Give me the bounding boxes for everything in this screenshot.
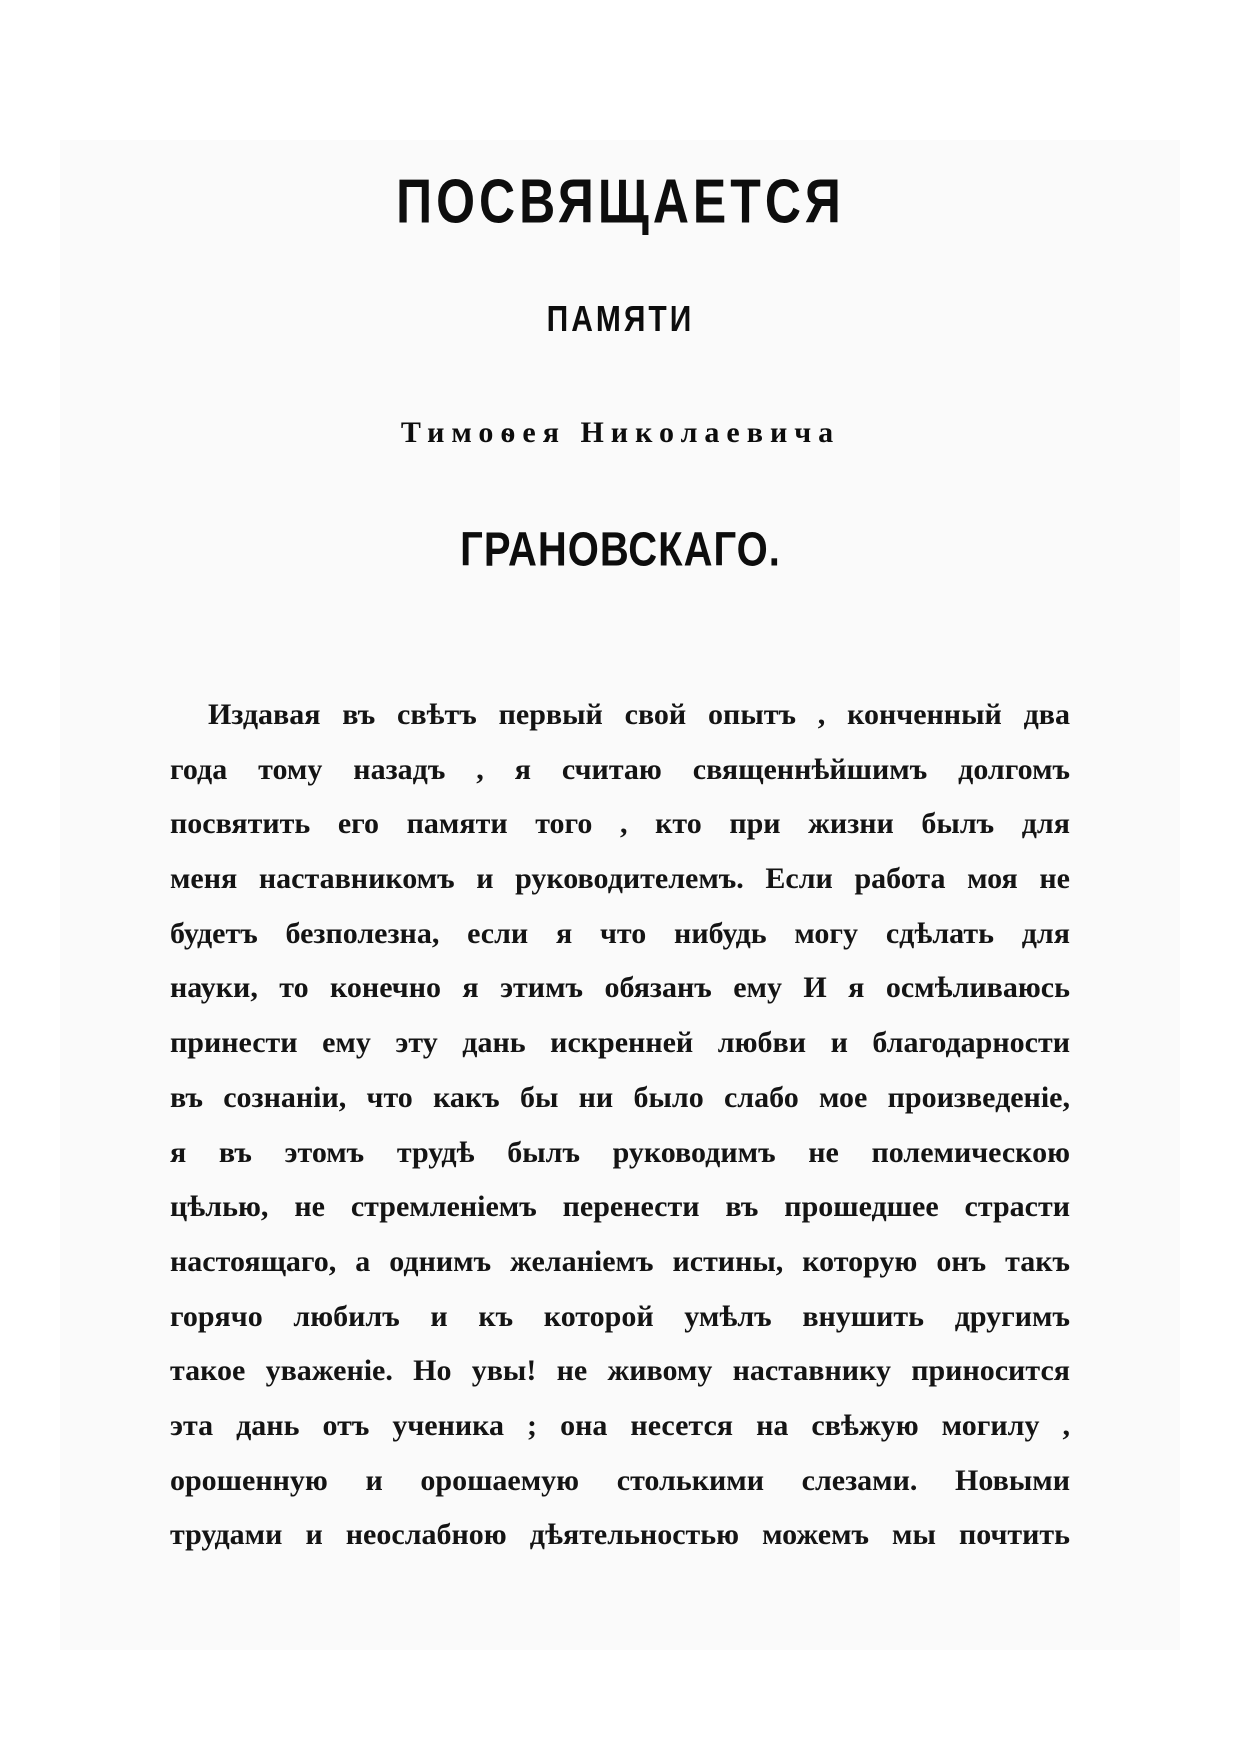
- dedication-title: ПОСВЯЩАЕТСЯ: [396, 166, 845, 236]
- text-line: посвятить его памяти того , кто при жизни былъ для: [170, 807, 1070, 841]
- text-line: будетъ безполезна, если я что нибудь могу сдѣлать для: [170, 916, 1070, 950]
- text-line: горячо любилъ и къ которой умѣлъ внушить другимъ: [170, 1299, 1070, 1333]
- text-line: года тому назадъ , я считаю священнѣйшимъ долгомъ: [170, 752, 1070, 786]
- text-line: эта дань отъ ученика ; она несется на свѣжую могилу ,: [170, 1408, 1070, 1442]
- text-line: Издавая въ свѣтъ первый свой опытъ , конченный два: [208, 698, 1070, 731]
- dedication-body: [170, 688, 1070, 1563]
- text-line: я въ этомъ трудѣ былъ руководимъ не полемическою: [170, 1135, 1070, 1169]
- dedication-memory: ПАМЯТИ: [546, 299, 695, 340]
- text-line: меня наставникомъ и руководителемъ. Если работа моя не: [170, 862, 1070, 896]
- dedication-surname: ГРАНОВСКАГО.: [460, 523, 781, 577]
- dedication-name: Тимоѳея Николаевича: [400, 416, 841, 449]
- text-line: цѣлью, не стремленіемъ перенести въ прошедшее страсти: [170, 1190, 1070, 1224]
- text-line: такое уваженіе. Но увы! не живому наставнику приносится: [170, 1354, 1070, 1388]
- text-line: въ сознаніи, что какъ бы ни было слабо мое произведеніе,: [170, 1080, 1070, 1114]
- text-line: орошенную и орошаемую столькими слезами. Новыми: [170, 1463, 1070, 1497]
- text-line: науки, то конечно я этимъ обязанъ ему И я осмѣливаюсь: [170, 971, 1070, 1005]
- text-line: принести ему эту дань искренней любви и благодарности: [170, 1026, 1070, 1060]
- text-line: трудами и неослабною дѣятельностью можемъ мы почтить: [170, 1518, 1070, 1552]
- text-line: настоящаго, а однимъ желаніемъ истины, которую онъ такъ: [170, 1244, 1070, 1278]
